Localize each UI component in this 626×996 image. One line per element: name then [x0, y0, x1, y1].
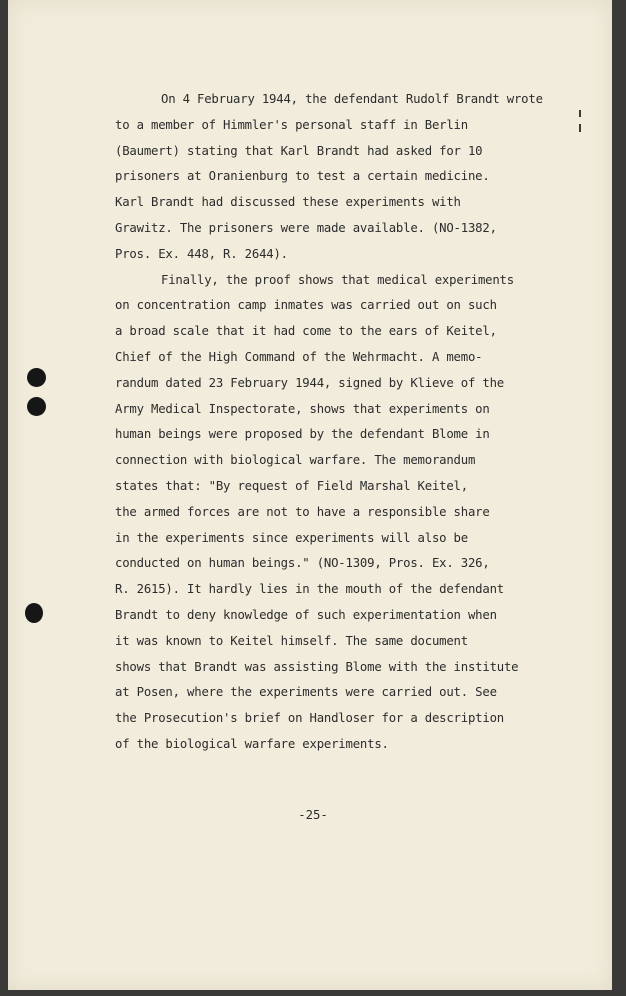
text-line: a broad scale that it had come to the ears of Keitel,: [115, 324, 497, 339]
text-line: in the experiments since experiments will also be: [115, 530, 468, 545]
text-line: shows that Brandt was assisting Blome with the institute: [115, 659, 519, 674]
margin-mark: [579, 110, 581, 117]
text-line: the armed forces are not to have a responsible share: [115, 504, 490, 519]
text-line: on concentration camp inmates was carried out on such: [115, 298, 497, 313]
text-line: the Prosecution's brief on Handloser for a description: [115, 711, 504, 726]
text-line: Army Medical Inspectorate, shows that experiments on: [115, 401, 490, 416]
text-line: Pros. Ex. 448, R. 2644).: [115, 246, 288, 261]
punch-hole: [27, 397, 46, 416]
text-line: Brandt to deny knowledge of such experimentation when: [115, 607, 497, 622]
text-line: Karl Brandt had discussed these experiments with: [115, 195, 461, 210]
text-line: prisoners at Oranienburg to test a certain medicine.: [115, 169, 490, 184]
margin-mark: [579, 124, 581, 132]
text-line: Chief of the High Command of the Wehrmacht. A memo-: [115, 349, 483, 364]
page-number: -25-: [298, 808, 328, 822]
text-line: connection with biological warfare. The memorandum: [115, 453, 476, 468]
text-line: of the biological warfare experiments.: [115, 736, 389, 751]
text-line: randum dated 23 February 1944, signed by Klieve of the: [115, 375, 504, 390]
punch-hole: [25, 603, 43, 623]
text-line: conducted on human beings." (NO-1309, Pros. Ex. 326,: [115, 556, 490, 571]
text-line: at Posen, where the experiments were carried out. See: [115, 685, 497, 700]
punch-hole: [27, 368, 46, 387]
text-line: On 4 February 1944, the defendant Rudolf Brandt wrote: [161, 92, 543, 106]
text-line: Finally, the proof shows that medical experiments: [161, 272, 514, 287]
body-text: [115, 87, 575, 758]
text-line: states that: "By request of Field Marshal Keitel,: [115, 478, 468, 493]
text-line: R. 2615). It hardly lies in the mouth of the defendant: [115, 582, 504, 597]
text-line: Grawitz. The prisoners were made available. (NO-1382,: [115, 220, 497, 235]
text-line: human beings were proposed by the defendant Blome in: [115, 427, 490, 442]
text-line: to a member of Himmler's personal staff in Berlin: [115, 117, 468, 132]
text-line: (Baumert) stating that Karl Brandt had asked for 10: [115, 143, 483, 158]
text-line: it was known to Keitel himself. The same document: [115, 633, 468, 648]
